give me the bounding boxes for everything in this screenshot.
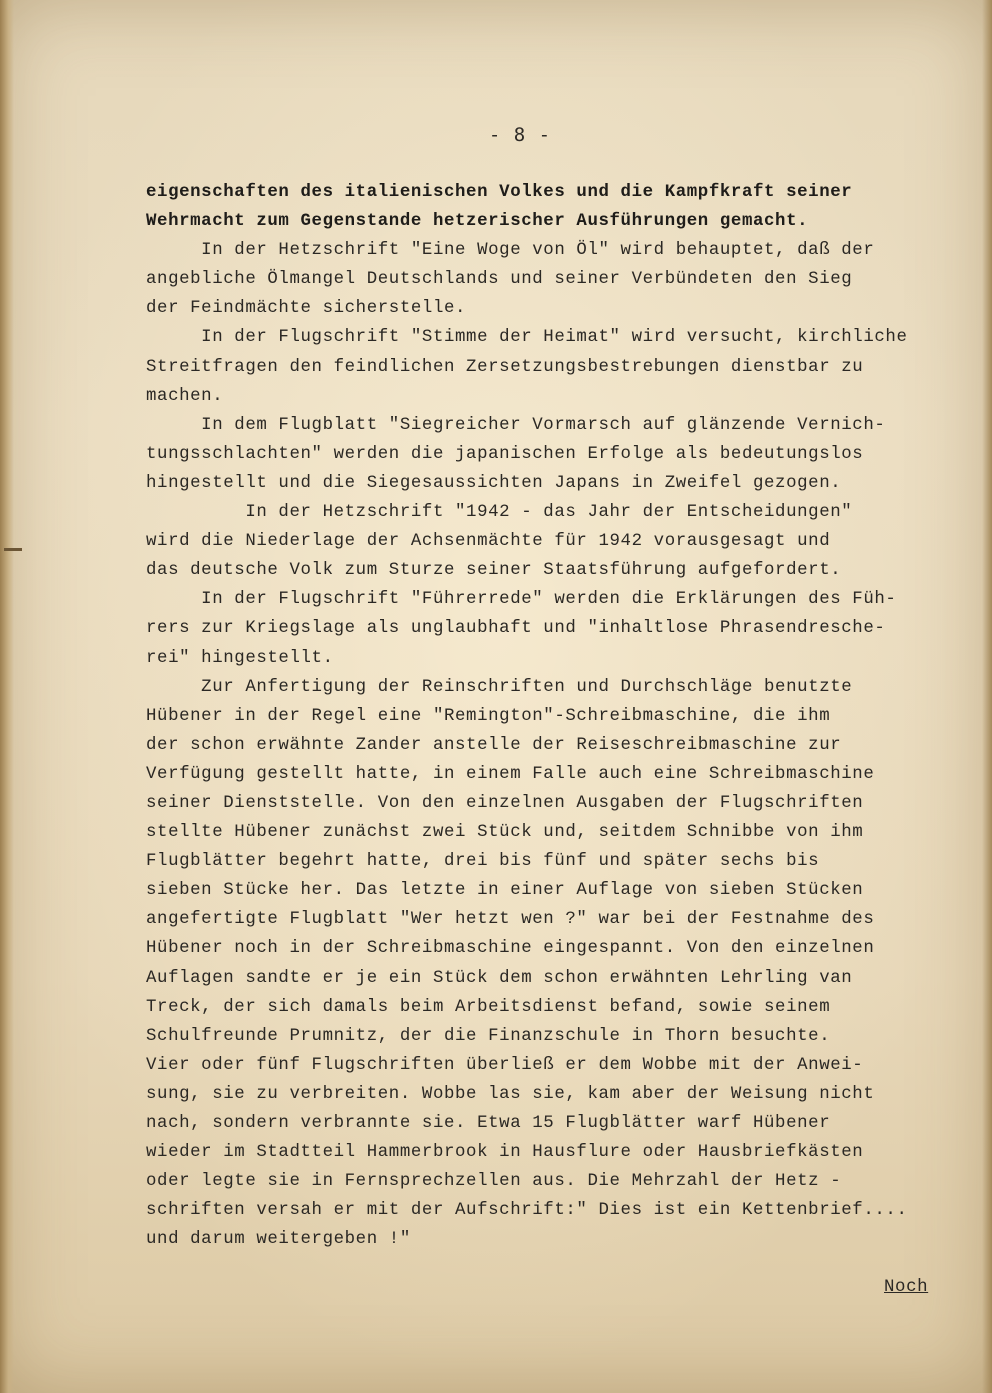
text-line: wird die Niederlage der Achsenmächte für 1942 vorausgesagt und — [146, 532, 831, 552]
binding-mark — [4, 548, 22, 551]
text-line: seiner Dienststelle. Von den einzelnen Ausgaben der Flugschriften — [146, 793, 864, 813]
page-left-edge — [0, 0, 14, 1393]
text-line: In der Hetzschrift "Eine Woge von Öl" wird behauptet, daß der — [146, 241, 875, 261]
text-line: das deutsche Volk zum Sturze seiner Staatsführung aufgefordert. — [146, 561, 842, 581]
text-line: In dem Flugblatt "Siegreicher Vormarsch auf glänzende Vernich- — [146, 415, 886, 435]
text-line: nach, sondern verbrannte sie. Etwa 15 Flugblätter warf Hübener — [146, 1114, 831, 1133]
text-line: tungsschlachten" werden die japanischen Erfolge als bedeutungslos — [146, 444, 864, 464]
text-line: Flugblätter begehrt hatte, drei bis fünf und später sechs bis — [146, 852, 820, 872]
text-line: oder legte sie in Fernsprechzellen aus. Die Mehrzahl der Hetz - — [146, 1172, 842, 1192]
text-line: angebliche Ölmangel Deutschlands und seiner Verbündeten den Sieg — [146, 270, 853, 290]
text-line: Hübener noch in der Schreibmaschine eingespannt. Von den einzelnen — [146, 939, 875, 959]
typed-body-text — [146, 178, 956, 1254]
text-line: Treck, der sich damals beim Arbeitsdienst befand, sowie seinem — [146, 997, 831, 1017]
text-line: In der Flugschrift "Führerrede" werden die Erklärungen des Füh- — [146, 590, 897, 610]
text-line: Vier oder fünf Flugschriften überließ er dem Wobbe mit der Anwei- — [146, 1055, 864, 1075]
text-line: der schon erwähnte Zander anstelle der Reiseschreibmaschine zur — [146, 735, 842, 755]
text-line: hingestellt und die Siegesaussichten Japans in Zweifel gezogen. — [146, 473, 842, 493]
text-line: und darum weitergeben !" — [146, 1230, 411, 1250]
text-line: angefertigte Flugblatt "Wer hetzt wen ?" war bei der Festnahme des — [146, 910, 875, 930]
text-line: Zur Anfertigung der Reinschriften und Durchschläge benutzte — [146, 677, 853, 697]
text-line: Wehrmacht zum Gegenstande hetzerischer Ausführungen gemacht. — [146, 212, 809, 232]
text-line: wieder im Stadtteil Hammerbrook in Hausflure oder Hausbriefkästen — [146, 1143, 864, 1163]
text-line: eigenschaften des italienischen Volkes und die Kampfkraft seiner — [146, 183, 853, 202]
continuation-catchword: Noch — [884, 1278, 929, 1297]
text-line: Verfügung gestellt hatte, in einem Falle auch eine Schreibmaschine — [146, 764, 875, 784]
text-line: Auflagen sandte er je ein Stück dem schon erwähnten Lehrling van — [146, 968, 853, 988]
text-line: schriften versah er mit der Aufschrift:" Dies ist ein Kettenbrief.... — [146, 1201, 908, 1221]
text-line: stellte Hübener zunächst zwei Stück und, seitdem Schnibbe von ihm — [146, 823, 864, 843]
text-line: Schulfreunde Prumnitz, der die Finanzschule in Thorn besuchte. — [146, 1026, 831, 1046]
text-line: rei" hingestellt. — [146, 648, 334, 668]
text-line: der Feindmächte sicherstelle. — [146, 299, 467, 319]
text-line: machen. — [146, 386, 224, 406]
page-right-edge — [982, 0, 992, 1393]
text-line: rers zur Kriegslage als unglaubhaft und "inhaltlose Phrasendresche- — [146, 619, 886, 639]
text-line: Hübener in der Regel eine "Remington"-Schreibmaschine, die ihm — [146, 706, 831, 726]
text-line: In der Flugschrift "Stimme der Heimat" wird versucht, kirchliche — [146, 328, 908, 348]
page-number: - 8 - — [488, 124, 552, 146]
text-line: In der Hetzschrift "1942 - das Jahr der Entscheidungen" — [146, 503, 853, 523]
text-line: Streitfragen den feindlichen Zersetzungsbestrebungen dienstbar zu — [146, 357, 864, 377]
text-line: sung, sie zu verbreiten. Wobbe las sie, kam aber der Weisung nicht — [146, 1084, 875, 1104]
text-line: sieben Stücke her. Das letzte in einer Auflage von sieben Stücken — [146, 881, 864, 901]
